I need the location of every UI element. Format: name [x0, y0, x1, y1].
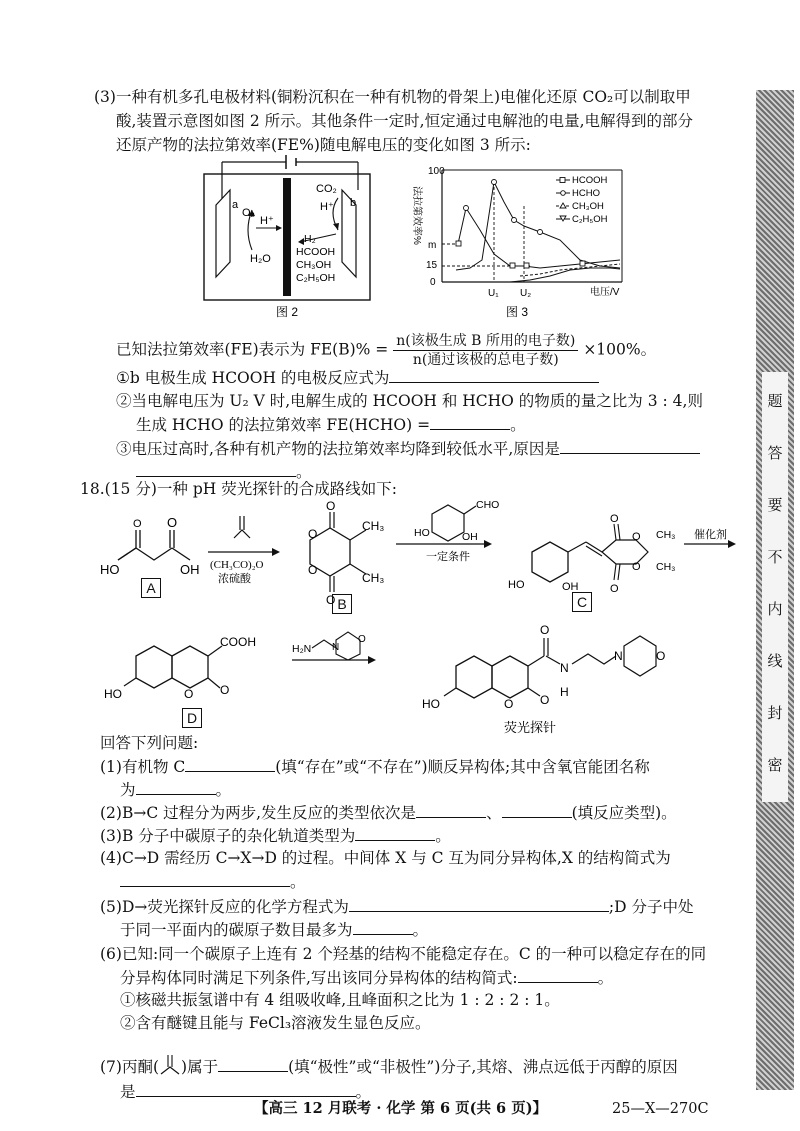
- figure-2-cell: [200, 150, 376, 320]
- cathode-label-b: b: [350, 197, 357, 209]
- answer-blank[interactable]: [502, 801, 572, 818]
- reagent-condition: 一定条件: [426, 551, 470, 563]
- o2-label: O₂: [242, 207, 255, 219]
- methyl-group: CH₃: [656, 529, 676, 541]
- product-hcooh: HCOOH: [296, 246, 336, 258]
- hplus-right-label: H⁺: [320, 201, 334, 213]
- atom-o: O: [540, 623, 550, 637]
- methyl-group: CH₃: [362, 571, 385, 585]
- q18-part2: (2)B→C 过程分为两步,发生反应的类型依次是 、 (填反应类型)。: [100, 801, 677, 824]
- ring-o: O: [632, 561, 641, 573]
- seal-char: 题: [767, 392, 783, 410]
- answer-blank[interactable]: [218, 1055, 288, 1072]
- ring-o: O: [184, 687, 194, 701]
- atom-oh: OH: [180, 562, 200, 577]
- atom-o: O: [167, 515, 178, 530]
- q18-part5-cont: 于同一平面内的碳原子数目最多为 。: [120, 918, 428, 941]
- reagent-sulfuric-acid: 浓硫酸: [218, 573, 251, 585]
- seal-char: 不: [767, 548, 783, 566]
- answer-blank[interactable]: [430, 413, 510, 430]
- answer-blank[interactable]: [120, 870, 290, 887]
- fe-definition: [116, 332, 656, 369]
- seal-char: 线: [767, 652, 783, 670]
- product-c2h5oh: C₂H₅OH: [296, 272, 336, 284]
- aldehyde-group: CHO: [476, 500, 500, 511]
- fe-fraction: [393, 332, 578, 369]
- methyl-group: CH₃: [362, 519, 385, 533]
- hplus-left-label: H⁺: [260, 215, 274, 227]
- atom-n: N: [332, 642, 340, 653]
- product-ch3oh: CH₃OH: [296, 259, 332, 271]
- answer-blank[interactable]: [518, 966, 598, 983]
- atom-n: N: [560, 661, 569, 675]
- legend-hcooh: HCOOH: [572, 175, 608, 186]
- figure-2-caption: 图 2: [276, 305, 299, 319]
- ring-o: O: [308, 563, 318, 577]
- atom-o: O: [326, 500, 336, 513]
- atom-n: N: [614, 649, 623, 663]
- probe-label: 荧光探针: [504, 720, 557, 735]
- ring-o: O: [632, 531, 641, 543]
- seal-line-notice: [762, 372, 788, 802]
- ring-o: O: [308, 527, 318, 541]
- q18-part1: (1)有机物 C (填“存在”或“不存在”)顺反异构体;其中含氧官能团名称: [100, 755, 650, 778]
- q18-part4-cont: 。: [120, 870, 306, 893]
- q18-part1-cont: 为 。: [120, 778, 231, 801]
- atom-o: O: [610, 513, 619, 525]
- q18-part6-cond1: ①核磁共振氢谱中有 4 组吸收峰,且峰面积之比为 1 : 2 : 2 : 1。: [120, 991, 560, 1009]
- q18-part7-cont: 是 。: [120, 1080, 371, 1103]
- q18-part4: (4)C→D 需经历 C→X→D 的过程。中间体 X 与 C 互为同分异构体,X 的结构简式为: [100, 849, 671, 867]
- y-axis-label: 法拉第效率%: [411, 186, 422, 245]
- ring-o: O: [358, 634, 366, 645]
- anode-label-a: a: [232, 199, 239, 211]
- q18-title: 18.(15 分)一种 pH 荧光探针的合成路线如下:: [80, 480, 397, 498]
- answer-blank[interactable]: [389, 366, 599, 383]
- reagent-catalyst: 催化剂: [694, 529, 727, 541]
- answer-blank[interactable]: [349, 895, 609, 912]
- fe-numerator: n(该极生成 B 所用的电子数): [393, 332, 578, 351]
- answer-blank[interactable]: [136, 778, 216, 795]
- q17-sub3-continue: 。: [136, 460, 312, 483]
- y-tick-15: 15: [426, 260, 438, 271]
- q18-intro: 回答下列问题:: [100, 734, 199, 752]
- q17-line3: 还原产物的法拉第效率(FE%)随电解电压的变化如图 3 所示:: [116, 136, 531, 154]
- atom-ho: HO: [104, 687, 122, 701]
- atom-ho: HO: [100, 562, 120, 577]
- atom-oh: OH: [562, 581, 579, 593]
- answer-blank[interactable]: [355, 824, 435, 841]
- legend-hcho: HCHO: [572, 188, 600, 199]
- x-tick-u1: U₁: [488, 288, 499, 299]
- fe-def-suffix: ×100%。: [583, 340, 657, 359]
- y-tick-100: 100: [428, 166, 445, 177]
- x-tick-u2: U₂: [520, 288, 532, 299]
- atom-o: O: [540, 693, 550, 707]
- q18-part3: (3)B 分子中碳原子的杂化轨道类型为 。: [100, 824, 451, 847]
- atom-o: O: [326, 593, 336, 607]
- seal-char: 密: [767, 756, 783, 774]
- q18-part6-cond2: ②含有醚键且能与 FeCl₃溶液发生显色反应。: [120, 1014, 431, 1032]
- atom-h: H: [560, 685, 569, 699]
- answer-blank[interactable]: [416, 801, 486, 818]
- answer-blank[interactable]: [136, 1080, 356, 1097]
- label-d: D: [182, 708, 202, 728]
- q17-sub1: ①b 电极生成 HCOOH 的电极反应式为: [116, 366, 599, 389]
- q18-part5: (5)D→荧光探针反应的化学方程式为 ;D 分子中处: [100, 895, 693, 918]
- y-tick-0: 0: [430, 277, 436, 288]
- label-a: A: [141, 578, 161, 598]
- fe-def-prefix: 已知法拉第效率(FE)表示为 FE(B)% =: [116, 340, 389, 359]
- ring-o: O: [656, 649, 666, 663]
- acetone-structure: [159, 1050, 181, 1078]
- figure-3-chart: [400, 150, 640, 320]
- q18-part6a: (6)已知:同一个碳原子上连有 2 个羟基的结构不能稳定存在。C 的一种可以稳定存在的同: [100, 945, 707, 963]
- answer-blank[interactable]: [136, 460, 296, 477]
- label-b: B: [332, 594, 352, 614]
- q17-line2: 酸,装置示意图如图 2 所示。其他条件一定时,恒定通过电解池的电量,电解得到的部分: [116, 112, 693, 130]
- q17-sub2a: ②当电解电压为 U₂ V 时,电解生成的 HCOOH 和 HCHO 的物质的量之比为 3 : 4,则: [116, 392, 703, 410]
- ring-o: O: [504, 697, 514, 711]
- legend-c2h5oh: C₂H₅OH: [572, 214, 608, 225]
- q17-line1: (3)一种有机多孔电极材料(铜粉沉积在一种有机物的骨架上)电催化还原 CO₂可以制取甲: [94, 88, 691, 106]
- footer-code: 25—X—270C: [612, 1101, 709, 1117]
- answer-blank[interactable]: [353, 918, 413, 935]
- q18-part6b: 分异构体同时满足下列条件,写出该同分异构体的结构简式: 。: [120, 966, 613, 989]
- atom-ho: HO: [508, 579, 525, 591]
- methyl-group: CH₃: [656, 561, 676, 573]
- seal-char: 内: [767, 600, 783, 618]
- h2o-label: H₂O: [250, 253, 271, 265]
- product-h2: H₂: [304, 233, 316, 245]
- answer-blank[interactable]: [560, 437, 700, 454]
- legend-ch3oh: CH₃OH: [572, 201, 604, 212]
- answer-blank[interactable]: [185, 755, 275, 772]
- label-c: C: [572, 592, 592, 612]
- seal-char: 答: [767, 444, 783, 462]
- co2-label: CO₂: [316, 183, 337, 195]
- q17-sub2b: 生成 HCHO 的法拉第效率 FE(HCHO) = 。: [136, 413, 526, 436]
- reagent-acetic-anhydride: (CH₃CO)₂O: [210, 559, 264, 571]
- carboxyl-group: COOH: [220, 635, 256, 649]
- q18-part7: (7)丙酮( )属于 (填“极性”或“非极性”)分子,其熔、沸点远低于丙醇的原因: [100, 1050, 678, 1078]
- footer-page-info: 【高三 12 月联考 · 化学 第 6 页(共 6 页)】: [254, 1100, 548, 1117]
- atom-o: O: [610, 583, 619, 595]
- atom-o: O: [133, 518, 142, 530]
- figure-3-caption: 图 3: [506, 305, 529, 319]
- atom-ho: HO: [422, 697, 440, 711]
- x-axis-label: 电压/V: [590, 287, 620, 298]
- y-tick-m: m: [428, 240, 437, 251]
- reagent-amine: H₂N: [292, 643, 312, 655]
- fe-denominator: n(通过该极的总电子数): [412, 352, 559, 368]
- seal-char: 封: [767, 704, 783, 722]
- atom-o: O: [220, 683, 230, 697]
- atom-oh: OH: [462, 531, 478, 543]
- q17-sub3: ③电压过高时,各种有机产物的法拉第效率均降到较低水平,原因是: [116, 437, 700, 460]
- synthesis-scheme-row1: [96, 500, 746, 630]
- seal-char: 要: [767, 496, 783, 514]
- atom-ho: HO: [414, 527, 430, 539]
